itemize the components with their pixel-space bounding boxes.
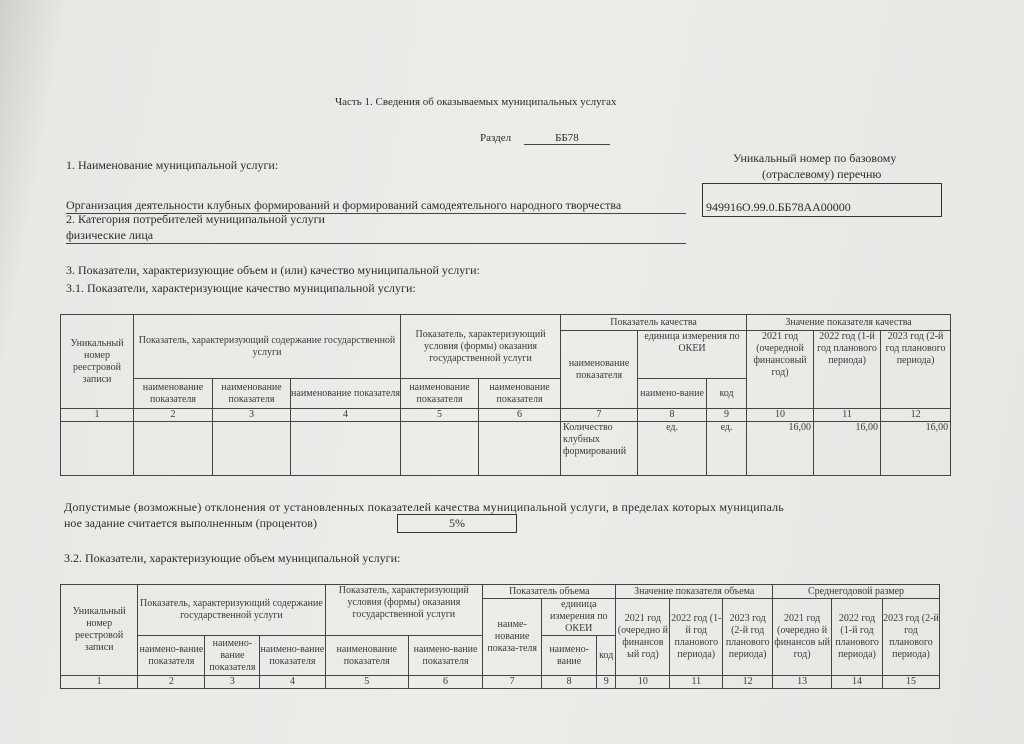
v-colnum-7: 7	[483, 676, 542, 689]
q-header-quality: Показатель качества	[561, 315, 747, 331]
deviation-text-line2: ное задание считается выполненным (процентов)	[64, 516, 317, 530]
q-colnum-12: 12	[881, 409, 951, 422]
q-data-content-3	[291, 422, 401, 476]
q-colnum-4: 4	[291, 409, 401, 422]
q-sub-name-4: наименование показателя	[401, 379, 479, 409]
q-data-unit-name: ед.	[638, 422, 707, 476]
v-header-unique: Уникальный номер реестровой записи	[61, 585, 138, 676]
q-colnum-6: 6	[479, 409, 561, 422]
v-header-conditions: Показатель, характеризующий условия (формы) оказания государственной услуги	[325, 585, 483, 636]
q-header-indicator-name: наименование показателя	[561, 331, 638, 409]
v-header-content: Показатель, характеризующий содержание государственной услуги	[138, 585, 325, 636]
volume-table	[60, 584, 940, 689]
q-data-2021: 16,00	[747, 422, 814, 476]
q-header-unique: Уникальный номер реестровой записи	[61, 315, 134, 409]
q-data-content-2	[213, 422, 291, 476]
indicators-heading: 3. Показатели, характеризующие объем и (или) качество муниципальной услуги:	[66, 263, 480, 277]
v-header-2022: 2022 год (1-й год планового периода)	[670, 599, 723, 676]
q-header-2022: 2022 год (1-й год планового периода)	[814, 331, 881, 409]
q-data-2023: 16,00	[881, 422, 951, 476]
q-data-code: ед.	[707, 422, 747, 476]
category-label: 2. Категория потребителей муниципальной услуги	[66, 212, 325, 226]
deviation-text-line1: Допустимые (возможные) отклонения от установленных показателей качества муниципальной услуги, в пределах которых муниципаль	[64, 500, 784, 514]
q-sub-code: код	[707, 379, 747, 409]
q-sub-name-5: наименование показателя	[479, 379, 561, 409]
v-header-indicator-name: наиме-нование показа-теля	[483, 599, 542, 676]
v-colnum-3: 3	[205, 676, 260, 689]
v-sub-cond-1: наименование показателя	[325, 636, 408, 676]
v-header-2023: 2023 год (2-й год планового периода)	[723, 599, 773, 676]
v-colnum-5: 5	[325, 676, 408, 689]
service-name-label: 1. Наименование муниципальной услуги:	[66, 158, 279, 172]
q-colnum-9: 9	[707, 409, 747, 422]
v-sub-content-1: наимено-вание показателя	[138, 636, 205, 676]
v-colnum-9: 9	[597, 676, 616, 689]
q-header-2023: 2023 год (2-й год планового периода)	[881, 331, 951, 409]
v-header-2021: 2021 год (очередно й финансов ый год)	[616, 599, 670, 676]
q-header-content: Показатель, характеризующий содержание государственной услуги	[134, 315, 401, 379]
v-colnum-13: 13	[773, 676, 832, 689]
category-value: физические лица	[66, 228, 686, 244]
v-sub-unit-name: наимено-вание	[542, 636, 597, 676]
v-colnum-14: 14	[832, 676, 883, 689]
q-sub-name-3: наименование показателя	[291, 379, 401, 409]
q-data-cond-2	[479, 422, 561, 476]
unique-number-label-line1: Уникальный номер по базовому	[733, 151, 897, 165]
q-data-2022: 16,00	[814, 422, 881, 476]
v-colnum-6: 6	[408, 676, 482, 689]
unique-number-label-line2: (отраслевому) перечню	[762, 167, 882, 181]
q-colnum-5: 5	[401, 409, 479, 422]
section-label: Раздел	[480, 132, 512, 144]
quality-heading: 3.1. Показатели, характеризующие качество муниципальной услуги:	[66, 281, 416, 295]
v-sub-cond-2: наимено-вание показателя	[408, 636, 482, 676]
q-colnum-7: 7	[561, 409, 638, 422]
q-sub-name-1: наименование показателя	[134, 379, 213, 409]
v-colnum-8: 8	[542, 676, 597, 689]
q-header-2021: 2021 год (очередной финансовый год)	[747, 331, 814, 409]
v-header-avg: Среднегодовой размер	[773, 585, 940, 599]
v-header-value: Значение показателя объема	[616, 585, 773, 599]
v-header-avg-2021: 2021 год (очередно й финансов ый год)	[773, 599, 832, 676]
volume-heading: 3.2. Показатели, характеризующие объем муниципальной услуги:	[64, 551, 401, 565]
v-sub-content-3: наимено-вание показателя	[260, 636, 325, 676]
q-colnum-1: 1	[61, 409, 134, 422]
v-colnum-12: 12	[723, 676, 773, 689]
v-colnum-11: 11	[670, 676, 723, 689]
v-colnum-10: 10	[616, 676, 670, 689]
q-header-unit: единица измерения по ОКЕИ	[638, 331, 747, 379]
q-data-indicator: Количество клубных формирований	[561, 422, 638, 476]
v-colnum-1: 1	[61, 676, 138, 689]
unique-number-box	[702, 183, 942, 217]
section-value: ББ78	[524, 132, 610, 145]
q-sub-unit-name: наимено-вание	[638, 379, 707, 409]
v-colnum-4: 4	[260, 676, 325, 689]
v-header-avg-2023: 2023 год (2-й год планового периода)	[882, 599, 939, 676]
part-title: Часть 1. Сведения об оказываемых муниципальных услугах	[335, 96, 617, 108]
q-data-cond-1	[401, 422, 479, 476]
q-colnum-11: 11	[814, 409, 881, 422]
v-header-unit: единица измерения по ОКЕИ	[542, 599, 616, 636]
q-data-unique	[61, 422, 134, 476]
q-colnum-10: 10	[747, 409, 814, 422]
q-header-conditions: Показатель, характеризующий условия (формы) оказания государственной услуги	[401, 315, 561, 379]
v-sub-content-2: наимено-вание показателя	[205, 636, 260, 676]
q-sub-name-2: наименование показателя	[213, 379, 291, 409]
q-colnum-8: 8	[638, 409, 707, 422]
v-header-volume: Показатель объема	[483, 585, 616, 599]
v-sub-code: код	[597, 636, 616, 676]
quality-table	[60, 314, 951, 476]
q-colnum-3: 3	[213, 409, 291, 422]
q-header-value: Значение показателя качества	[747, 315, 951, 331]
deviation-value: 5%	[397, 514, 517, 533]
v-colnum-15: 15	[882, 676, 939, 689]
v-colnum-2: 2	[138, 676, 205, 689]
unique-number-value: 949916О.99.0.ББ78АА00000	[706, 200, 851, 214]
q-colnum-2: 2	[134, 409, 213, 422]
service-name-value: Организация деятельности клубных формирований и формирований самодеятельного народного творчества	[66, 198, 686, 214]
q-data-content-1	[134, 422, 213, 476]
v-header-avg-2022: 2022 год (1-й год планового периода)	[832, 599, 883, 676]
